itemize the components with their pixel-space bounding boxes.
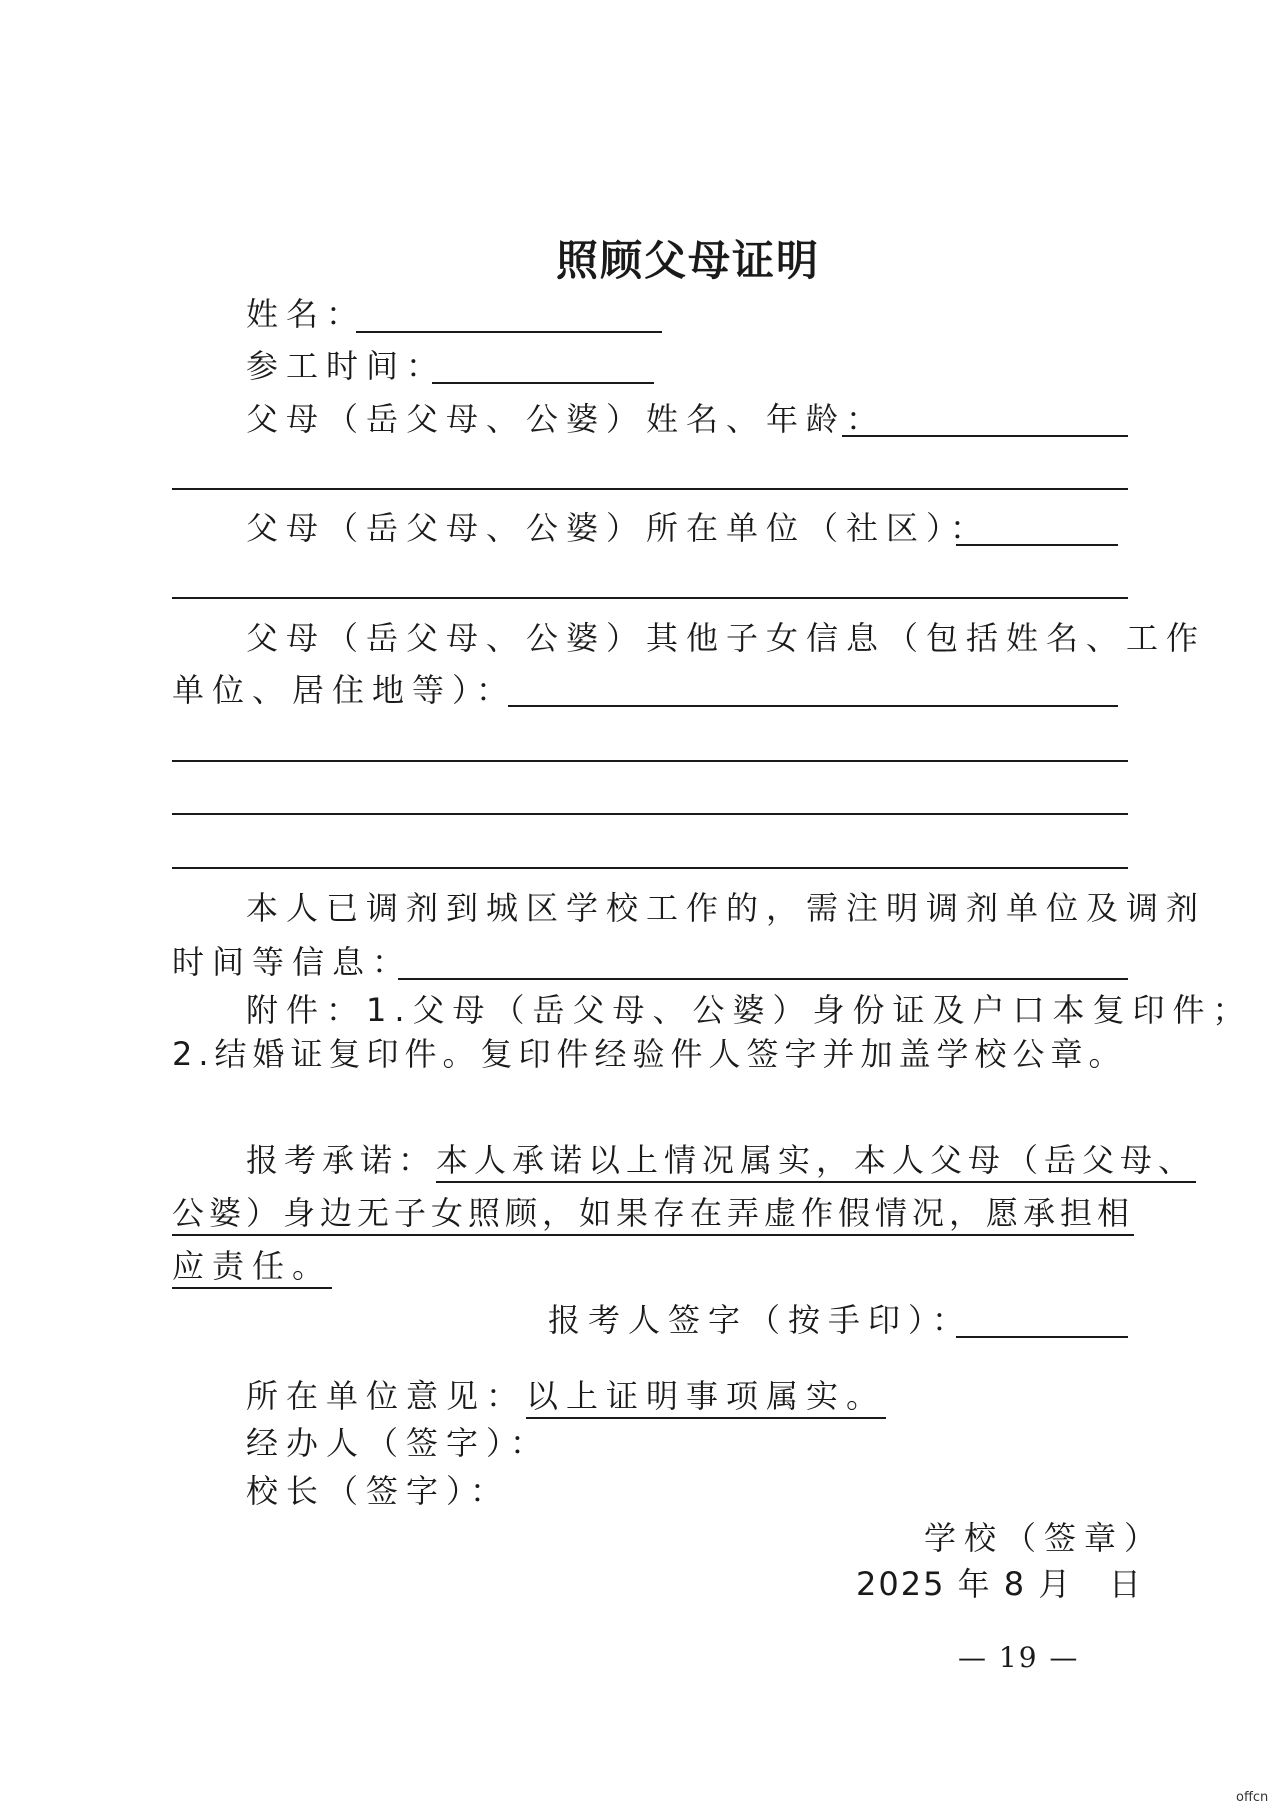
other-children-blank-line3[interactable] bbox=[172, 813, 1128, 815]
parents-unit-blank[interactable] bbox=[956, 544, 1118, 546]
name-blank[interactable] bbox=[356, 331, 662, 333]
pledge-text-line3: 应责任。 bbox=[172, 1247, 332, 1289]
other-children-blank-line4[interactable] bbox=[172, 867, 1128, 869]
pledge-label: 报考承诺： bbox=[246, 1141, 437, 1179]
work-time-label: 参工时间： bbox=[246, 347, 447, 385]
other-children-blank-line2[interactable] bbox=[172, 760, 1128, 762]
page-number: — 19 — bbox=[958, 1641, 1080, 1674]
other-children-blank[interactable] bbox=[508, 705, 1118, 707]
unit-opinion-wrap bbox=[246, 1377, 887, 1415]
parents-name-age-label: 父母（岳父母、公婆）姓名、年龄： bbox=[246, 400, 887, 438]
date-line: 2025 年 8 月 日 bbox=[856, 1565, 1143, 1603]
pledge-text-line1: 本人承诺以上情况属实，本人父母（岳父母、 bbox=[436, 1141, 1196, 1183]
parents-name-age-blank-line2[interactable] bbox=[172, 488, 1128, 490]
school-seal-label: 学校（签章） bbox=[924, 1519, 1165, 1557]
pledge-line1-wrap bbox=[246, 1141, 1197, 1179]
offcn-watermark: offcn bbox=[1236, 1790, 1269, 1805]
pledge-line3-wrap bbox=[172, 1247, 333, 1285]
parents-unit-blank-line2[interactable] bbox=[172, 597, 1128, 599]
document-title: 照顾父母证明 bbox=[556, 236, 821, 285]
parents-unit-label: 父母（岳父母、公婆）所在单位（社区）： bbox=[246, 509, 991, 547]
handler-signature-label: 经办人（签字）： bbox=[246, 1424, 551, 1462]
other-children-label-line1: 父母（岳父母、公婆）其他子女信息（包括姓名、工作 bbox=[246, 619, 1207, 657]
attachment-line1: 附件：1.父母（岳父母、公婆）身份证及户口本复印件； bbox=[246, 991, 1253, 1029]
parents-name-age-blank[interactable] bbox=[842, 435, 1128, 437]
unit-opinion-value: 以上证明事项属实。 bbox=[526, 1377, 886, 1419]
pledge-text-line2: 公婆）身边无子女照顾，如果存在弄虚作假情况，愿承担相 bbox=[172, 1194, 1134, 1236]
transfer-label-line2: 时间等信息： bbox=[172, 943, 413, 981]
attachment-line2: 2.结婚证复印件。复印件经验件人签字并加盖学校公章。 bbox=[172, 1035, 1127, 1073]
transfer-label-line1: 本人已调剂到城区学校工作的，需注明调剂单位及调剂 bbox=[246, 889, 1207, 927]
transfer-blank[interactable] bbox=[398, 978, 1128, 980]
work-time-blank[interactable] bbox=[432, 382, 654, 384]
applicant-signature-blank[interactable] bbox=[956, 1336, 1128, 1338]
other-children-label-line2: 单位、居住地等）： bbox=[172, 671, 517, 709]
applicant-signature-label: 报考人签字（按手印）： bbox=[548, 1301, 973, 1339]
name-label: 姓名： bbox=[246, 295, 367, 333]
pledge-line2-wrap bbox=[172, 1194, 1135, 1232]
unit-opinion-label: 所在单位意见： bbox=[246, 1377, 527, 1415]
principal-signature-label: 校长（签字）： bbox=[246, 1472, 511, 1510]
